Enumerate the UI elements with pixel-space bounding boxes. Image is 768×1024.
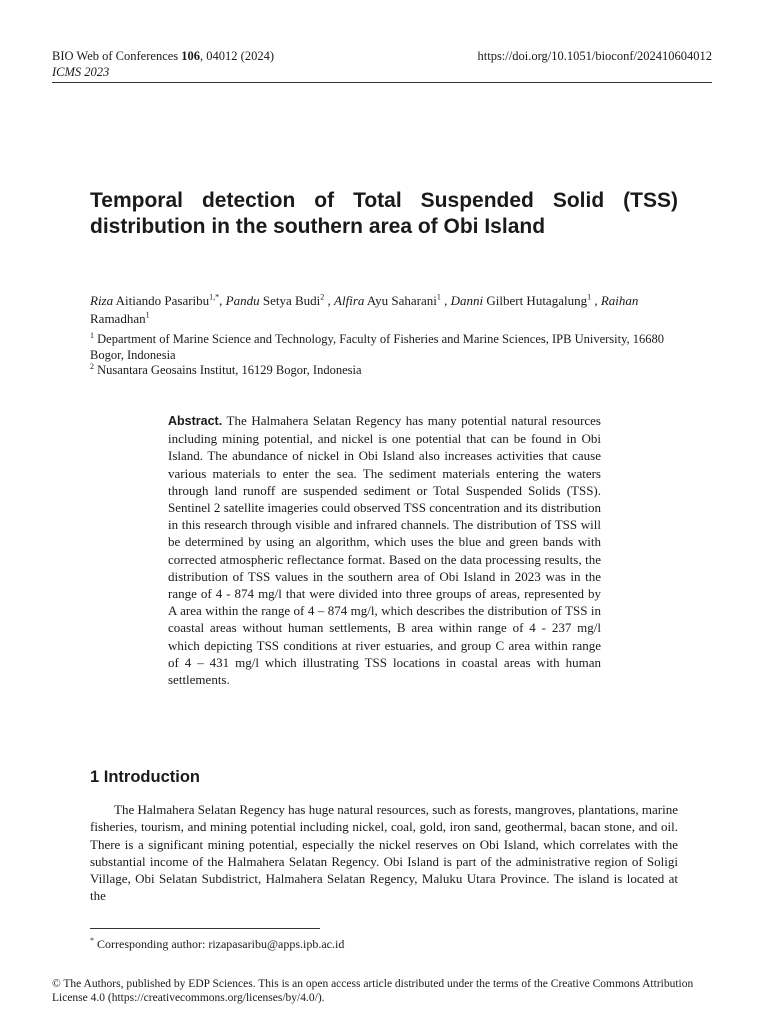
author-first-name: Pandu	[225, 293, 260, 308]
author-surname: Gilbert Hutagalung	[483, 293, 588, 308]
author-affiliation-mark: 1	[145, 310, 150, 320]
affiliation-mark: 1	[90, 330, 94, 340]
author	[226, 293, 325, 308]
article-number: , 04012 (2024)	[200, 49, 274, 63]
author-surname: Setya Budi	[259, 293, 321, 308]
abstract	[168, 412, 601, 688]
author-first-name: Alfira	[334, 293, 365, 308]
journal-name: BIO Web of Conferences	[52, 49, 182, 63]
affiliation	[90, 363, 680, 379]
affiliation-text: Nusantara Geosains Institut, 16129 Bogor, Indonesia	[94, 363, 362, 377]
corresponding-author: Corresponding author: rizapasaribu@apps.ipb.ac.id	[94, 937, 345, 951]
author-affiliation-mark: 1	[436, 292, 441, 302]
footnote-divider	[90, 928, 320, 929]
affiliation	[90, 332, 680, 363]
author-first-name: Riza	[90, 293, 114, 308]
paper-title: Temporal detection of Total Suspended Solid (TSS) distribution in the southern area of Obi Island	[90, 189, 678, 238]
section-heading: 1 Introduction	[90, 768, 200, 786]
affiliation-mark: 2	[90, 361, 94, 371]
author	[90, 293, 219, 308]
author-list: Riza Aitiando Pasaribu$^{1,*}$, Pandu Setya Budi$^2$ , Alfira Ayu Saharani$^1$ , Danni Gilbert Hutagalung$^1$ , Raihan Ramadhan$^1$	[90, 292, 639, 326]
license-notice: © The Authors, published by EDP Sciences. This is an open access article distributed under the terms of the Creative Commons Attribution License 4.0 (https://creativecommons.org/licenses/by/4.0/).	[52, 978, 694, 1004]
author-surname: Ayu Saharani	[364, 293, 437, 308]
author	[334, 293, 441, 308]
abstract-label: Abstract.	[168, 414, 223, 428]
affiliation-list	[90, 332, 680, 379]
abstract-text: The Halmahera Selatan Regency has many potential natural resources including mining potential, and nickel is one potential that can be found in Obi Island. The abundance of nickel in Obi Island also increases activities that cause various materials to enter the sea. The sediment materials entering the waters through land runoff are suspended sediment or Total Suspended Solids (TSS). Sentinel 2 satellite imageries could observed TSS concentration and its distribution in this research through visible and infrared channels. The distribution of TSS will be determined by using an algorithm, which uses the blue and green bands with corrected atmospheric reflectance format. Based on the data processing results, the distribution of TSS values in the southern area of Obi Island in 2023 was in the range of 4 - 874 mg/l that were divided into three groups of areas, represented by A area within the range of 4 – 874 mg/l, which describes the distribution of TSS in coastal areas without human settlements, B area within range of 4 - 237 mg/l which depicting TSS conditions at river estuaries, and group C area within range of 4 – 431 mg/l which illustrating TSS locations in coastal areas with human settlements.	[168, 413, 601, 688]
affiliation-text: Department of Marine Science and Technology, Faculty of Fisheries and Marine Sciences, IPB University, 16680 Bogor, Indonesia	[90, 332, 665, 362]
author-affiliation-mark: 1	[587, 292, 592, 302]
journal-volume: 106	[181, 49, 201, 63]
footnote	[90, 936, 344, 952]
author	[451, 293, 591, 308]
author-affiliation-mark: 1,*	[209, 292, 220, 302]
header-divider	[52, 82, 712, 83]
author-affiliation-mark: 2	[320, 292, 325, 302]
author-surname: Aitiando Pasaribu	[113, 293, 210, 308]
author-surname: Ramadhan	[90, 311, 146, 326]
doi-link[interactable]: https://doi.org/10.1051/bioconf/202410604012	[477, 49, 712, 63]
conference-name: ICMS 2023	[52, 65, 110, 79]
journal-citation	[52, 48, 274, 64]
footnote-mark: *	[90, 936, 94, 945]
author-first-name: Raihan	[600, 293, 639, 308]
body-paragraph: The Halmahera Selatan Regency has huge natural resources, such as forests, mangroves, plantations, marine fisheries, tourism, and mining potential including nickel, coal, gold, iron sand, geothermal, bacan stone, and oil. There is a significant mining potential, especially the nickel reserves on Obi Island, which correlates with the substantial income of the Halmahera Selatan Regency. Obi Island is part of the administrative region of Soligi Village, Obi Selatan Subdistrict, Halmahera Selatan Regency, Maluku Utara Province. The island is located at the	[90, 802, 678, 904]
author-first-name: Danni	[450, 293, 484, 308]
